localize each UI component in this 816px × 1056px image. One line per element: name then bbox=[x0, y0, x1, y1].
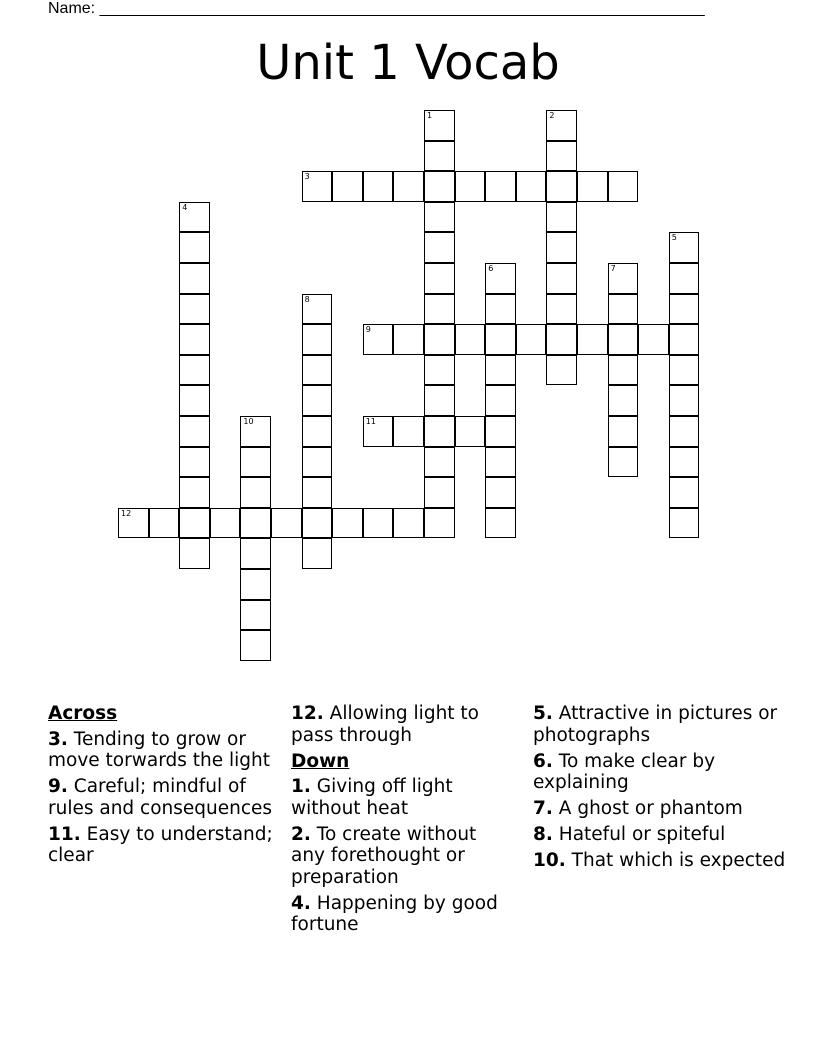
clue-text: Giving off light without heat bbox=[291, 776, 453, 819]
crossword-cell[interactable] bbox=[424, 477, 455, 508]
crossword-cell[interactable] bbox=[240, 569, 271, 600]
crossword-cell[interactable] bbox=[485, 385, 516, 416]
crossword-cell[interactable] bbox=[546, 202, 577, 233]
crossword-cell[interactable] bbox=[485, 294, 516, 325]
crossword-cell[interactable] bbox=[393, 416, 424, 447]
crossword-cell[interactable] bbox=[302, 385, 333, 416]
crossword-cell[interactable] bbox=[424, 324, 455, 355]
crossword-cell[interactable] bbox=[179, 416, 210, 447]
crossword-cell[interactable] bbox=[393, 171, 424, 202]
crossword-cell[interactable] bbox=[424, 385, 455, 416]
crossword-cell[interactable] bbox=[302, 416, 333, 447]
crossword-cell[interactable] bbox=[363, 416, 394, 447]
crossword-cell[interactable] bbox=[424, 355, 455, 386]
crossword-cell[interactable] bbox=[179, 294, 210, 325]
crossword-cell[interactable] bbox=[546, 171, 577, 202]
crossword-cell[interactable] bbox=[424, 171, 455, 202]
crossword-cell[interactable] bbox=[424, 508, 455, 539]
cell-number: 2 bbox=[549, 111, 555, 120]
crossword-cell[interactable] bbox=[393, 324, 424, 355]
clue-number: 11. bbox=[48, 823, 81, 845]
clue-number: 6. bbox=[533, 750, 553, 772]
crossword-cell[interactable] bbox=[240, 508, 271, 539]
clue-across-12 bbox=[291, 703, 506, 746]
crossword-cell[interactable] bbox=[332, 508, 363, 539]
crossword-cell[interactable] bbox=[455, 171, 486, 202]
crossword-cell[interactable] bbox=[240, 416, 271, 447]
clue-column-3 bbox=[533, 703, 793, 876]
across-heading: Across bbox=[48, 703, 118, 724]
crossword-cell[interactable] bbox=[240, 600, 271, 631]
crossword-cell[interactable] bbox=[608, 294, 639, 325]
crossword-cell[interactable] bbox=[546, 324, 577, 355]
crossword-cell[interactable] bbox=[485, 416, 516, 447]
crossword-cell[interactable] bbox=[608, 385, 639, 416]
clue-number: 10. bbox=[533, 850, 566, 871]
clue-down-7 bbox=[533, 798, 793, 820]
cell-number: 4 bbox=[182, 202, 188, 212]
clue-number: 3. bbox=[48, 728, 68, 750]
clue-text: Allowing light to pass through bbox=[291, 703, 479, 746]
crossword-cell[interactable] bbox=[179, 385, 210, 416]
cell-number: 9 bbox=[365, 325, 371, 335]
crossword-cell[interactable] bbox=[546, 263, 577, 294]
crossword-cell[interactable] bbox=[455, 416, 486, 447]
crossword-cell[interactable] bbox=[424, 294, 455, 325]
crossword-cell[interactable] bbox=[546, 294, 577, 325]
crossword-cell[interactable] bbox=[669, 324, 700, 355]
crossword-cell[interactable] bbox=[669, 447, 700, 478]
crossword-cell[interactable] bbox=[577, 324, 608, 355]
cell-number: 5 bbox=[671, 233, 677, 243]
clue-across-3 bbox=[48, 729, 288, 772]
crossword-cell[interactable] bbox=[149, 508, 180, 539]
crossword-cell[interactable] bbox=[455, 324, 486, 355]
crossword-cell[interactable] bbox=[271, 508, 302, 539]
crossword-cell[interactable] bbox=[485, 171, 516, 202]
crossword-cell[interactable] bbox=[240, 447, 271, 478]
crossword-cell[interactable] bbox=[240, 630, 271, 661]
clue-across-9 bbox=[48, 776, 288, 819]
clue-column-1 bbox=[48, 703, 288, 871]
clue-number: 4. bbox=[291, 892, 311, 914]
crossword-cell[interactable] bbox=[179, 232, 210, 263]
crossword-cell[interactable] bbox=[608, 263, 639, 294]
crossword-cell[interactable] bbox=[669, 232, 700, 263]
clue-number: 2. bbox=[291, 823, 311, 845]
crossword-cell[interactable] bbox=[669, 508, 700, 539]
clue-text: Happening by good fortune bbox=[291, 892, 498, 935]
crossword-cell[interactable] bbox=[118, 508, 149, 539]
clue-text: Tending to grow or move torwards the light bbox=[48, 728, 270, 771]
clue-text: A ghost or phantom bbox=[558, 798, 743, 819]
crossword-cell[interactable] bbox=[516, 324, 547, 355]
crossword-cell[interactable] bbox=[669, 263, 700, 294]
clue-down-6 bbox=[533, 751, 793, 794]
crossword-cell[interactable] bbox=[638, 324, 669, 355]
clue-text: Attractive in pictures or photographs bbox=[533, 703, 778, 746]
crossword-cell[interactable] bbox=[179, 202, 210, 233]
crossword-cell[interactable] bbox=[546, 110, 577, 141]
crossword-cell[interactable] bbox=[179, 355, 210, 386]
crossword-cell[interactable] bbox=[546, 141, 577, 172]
crossword-cell[interactable] bbox=[608, 324, 639, 355]
clue-down-5 bbox=[533, 703, 793, 746]
crossword-cell[interactable] bbox=[179, 447, 210, 478]
crossword-cell[interactable] bbox=[363, 324, 394, 355]
clue-text: Hateful or spiteful bbox=[558, 824, 726, 845]
clue-text: To make clear by explaining bbox=[533, 750, 716, 793]
crossword-cell[interactable] bbox=[302, 294, 333, 325]
crossword-cell[interactable] bbox=[516, 171, 547, 202]
crossword-cell[interactable] bbox=[424, 416, 455, 447]
crossword-cell[interactable] bbox=[546, 355, 577, 386]
clue-number: 7. bbox=[533, 798, 553, 819]
cell-number: 10 bbox=[243, 417, 254, 426]
crossword-cell[interactable] bbox=[302, 171, 333, 202]
clue-text: That which is expected bbox=[571, 850, 786, 871]
crossword-cell[interactable] bbox=[669, 385, 700, 416]
crossword-cell[interactable] bbox=[179, 508, 210, 539]
crossword-cell[interactable] bbox=[669, 416, 700, 447]
crossword-cell[interactable] bbox=[302, 447, 333, 478]
crossword-cell[interactable] bbox=[424, 202, 455, 233]
clue-number: 9. bbox=[48, 776, 68, 797]
clue-number: 5. bbox=[533, 703, 553, 724]
crossword-cell[interactable] bbox=[485, 447, 516, 478]
crossword-cell[interactable] bbox=[577, 171, 608, 202]
clue-column-2 bbox=[291, 703, 506, 940]
crossword-cell[interactable] bbox=[608, 416, 639, 447]
cell-number: 1 bbox=[427, 111, 433, 120]
page-title: Unit 1 Vocab bbox=[256, 35, 560, 91]
crossword-cell[interactable] bbox=[179, 324, 210, 355]
down-heading: Down bbox=[291, 750, 350, 772]
crossword-cell[interactable] bbox=[302, 508, 333, 539]
crossword-cell[interactable] bbox=[608, 447, 639, 478]
crossword-cell[interactable] bbox=[302, 477, 333, 508]
crossword-cell[interactable] bbox=[669, 294, 700, 325]
crossword-cell[interactable] bbox=[608, 171, 639, 202]
clue-number: 12. bbox=[291, 703, 324, 724]
cell-number: 8 bbox=[304, 294, 310, 304]
crossword-cell[interactable] bbox=[332, 171, 363, 202]
crossword-cell[interactable] bbox=[179, 477, 210, 508]
clue-text: Easy to understand; clear bbox=[48, 823, 273, 866]
crossword-cell[interactable] bbox=[485, 355, 516, 386]
cell-number: 12 bbox=[121, 508, 132, 518]
clue-text: Careful; mindful of rules and consequences bbox=[48, 776, 273, 819]
clue-down-1 bbox=[291, 776, 506, 819]
crossword-cell[interactable] bbox=[179, 538, 210, 569]
clue-down-8 bbox=[533, 824, 793, 846]
cell-number: 7 bbox=[610, 264, 616, 273]
crossword-cell[interactable] bbox=[546, 232, 577, 263]
crossword-cell[interactable] bbox=[424, 232, 455, 263]
clue-text: To create without any forethought or preparation bbox=[291, 823, 477, 888]
crossword-cell[interactable] bbox=[424, 110, 455, 141]
crossword-cell[interactable] bbox=[485, 324, 516, 355]
cell-number: 6 bbox=[488, 264, 494, 273]
clue-down-10 bbox=[533, 850, 793, 872]
clue-across-11 bbox=[48, 824, 288, 867]
crossword-cell[interactable] bbox=[363, 508, 394, 539]
name-line[interactable]: Name: ____________________________________________________________________ bbox=[48, 0, 705, 17]
crossword-cell[interactable] bbox=[393, 508, 424, 539]
crossword-cell[interactable] bbox=[302, 355, 333, 386]
crossword-cell[interactable] bbox=[210, 508, 241, 539]
crossword-cell[interactable] bbox=[608, 355, 639, 386]
crossword-cell[interactable] bbox=[485, 263, 516, 294]
crossword-cell[interactable] bbox=[485, 508, 516, 539]
crossword-cell[interactable] bbox=[302, 538, 333, 569]
clue-number: 8. bbox=[533, 824, 553, 845]
clue-number: 1. bbox=[291, 776, 311, 797]
crossword-cell[interactable] bbox=[669, 477, 700, 508]
crossword-cell[interactable] bbox=[669, 355, 700, 386]
crossword-cell[interactable] bbox=[424, 447, 455, 478]
clue-down-4 bbox=[291, 893, 506, 936]
crossword-cell[interactable] bbox=[179, 263, 210, 294]
crossword-cell[interactable] bbox=[302, 324, 333, 355]
crossword-cell[interactable] bbox=[363, 171, 394, 202]
crossword-cell[interactable] bbox=[424, 263, 455, 294]
crossword-cell[interactable] bbox=[240, 538, 271, 569]
crossword-cell[interactable] bbox=[485, 477, 516, 508]
clue-down-2 bbox=[291, 824, 506, 889]
crossword-cell[interactable] bbox=[240, 477, 271, 508]
cell-number: 3 bbox=[304, 172, 310, 182]
cell-number: 11 bbox=[365, 417, 376, 426]
crossword-cell[interactable] bbox=[424, 141, 455, 172]
